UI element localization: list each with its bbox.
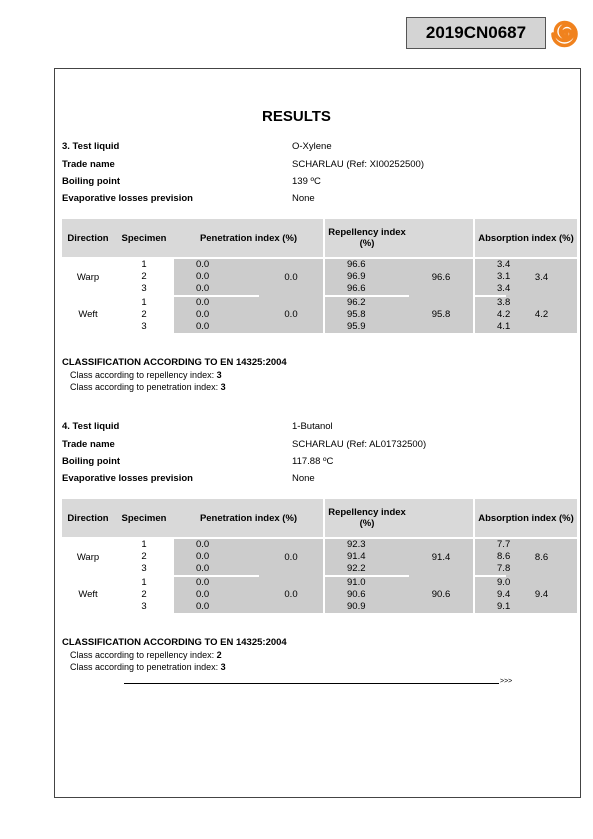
header-repellency-spacer	[409, 499, 474, 538]
header-specimen: Specimen	[114, 219, 174, 258]
trade-name-label: Trade name	[62, 439, 115, 450]
absorption-cell: 3.1	[474, 271, 506, 283]
direction-cell: Weft	[62, 296, 114, 333]
repellency-average-cell: 96.6	[409, 258, 474, 296]
penetration-cell: 0.0	[174, 576, 259, 589]
trade-name-label: Trade name	[62, 159, 115, 170]
orange-spiral-logo-icon	[548, 17, 582, 51]
header-penetration-index: Penetration index (%)	[174, 219, 324, 258]
absorption-cell: 7.8	[474, 563, 506, 576]
table-row	[62, 538, 577, 551]
table-row	[62, 576, 577, 589]
header-direction: Direction	[62, 499, 114, 538]
header-penetration-index: Penetration index (%)	[174, 499, 324, 538]
results-table-o-xylene	[62, 219, 577, 333]
penetration-average-cell: 0.0	[259, 538, 324, 576]
absorption-average-cell: 9.4	[506, 576, 577, 613]
boiling-point-label: Boiling point	[62, 176, 121, 187]
boiling-point-value: 139 ºC	[292, 176, 321, 187]
repellency-class-value: 3	[216, 370, 222, 380]
direction-cell: Weft	[62, 576, 114, 613]
absorption-average-cell: 4.2	[506, 296, 577, 333]
repellency-cell: 91.0	[324, 576, 409, 589]
repellency-class-value: 2	[216, 650, 222, 660]
penetration-class-label: Class according to penetration index:	[70, 382, 219, 392]
specimen-cell: 1	[114, 576, 174, 589]
repellency-cell: 96.9	[324, 271, 409, 283]
repellency-cell: 90.9	[324, 601, 409, 613]
penetration-average-cell: 0.0	[259, 296, 324, 333]
penetration-cell: 0.0	[174, 538, 259, 551]
specimen-cell: 1	[114, 258, 174, 271]
penetration-cell: 0.0	[174, 283, 259, 296]
repellency-class-label: Class according to repellency index:	[70, 370, 215, 380]
trade-name-value: SCHARLAU (Ref: XI00252500)	[292, 159, 425, 170]
absorption-cell: 9.4	[474, 589, 506, 601]
header-repellency-index: Repellency index (%)	[324, 219, 409, 258]
absorption-average-cell: 8.6	[506, 538, 577, 576]
evaporative-losses-label: Evaporative losses prevision	[62, 193, 193, 204]
penetration-cell: 0.0	[174, 309, 259, 321]
evaporative-losses-label: Evaporative losses prevision	[62, 473, 193, 484]
classification-heading: CLASSIFICATION ACCORDING TO EN 14325:2004	[62, 357, 287, 368]
penetration-cell: 0.0	[174, 271, 259, 283]
continuation-line	[124, 683, 499, 684]
evaporative-losses-value: None	[292, 473, 315, 484]
header-absorption-index: Absorption index (%)	[474, 219, 577, 258]
absorption-cell: 3.4	[474, 258, 506, 271]
absorption-cell: 3.8	[474, 296, 506, 309]
repellency-cell: 92.2	[324, 563, 409, 576]
specimen-cell: 2	[114, 271, 174, 283]
header-repellency-spacer	[409, 219, 474, 258]
test-liquid-label: 4. Test liquid	[62, 421, 120, 432]
document-id-box: 2019CN0687	[406, 17, 546, 49]
penetration-cell: 0.0	[174, 589, 259, 601]
specimen-cell: 1	[114, 296, 174, 309]
classification-heading: CLASSIFICATION ACCORDING TO EN 14325:2004	[62, 637, 287, 648]
absorption-cell: 4.1	[474, 321, 506, 333]
direction-cell: Warp	[62, 538, 114, 576]
absorption-cell: 9.0	[474, 576, 506, 589]
repellency-cell: 96.6	[324, 258, 409, 271]
specimen-cell: 2	[114, 551, 174, 563]
test-liquid-value: 1-Butanol	[292, 421, 333, 432]
test-liquid-value: O-Xylene	[292, 141, 332, 152]
specimen-cell: 1	[114, 538, 174, 551]
repellency-cell: 95.8	[324, 309, 409, 321]
repellency-cell: 96.2	[324, 296, 409, 309]
repellency-cell: 96.6	[324, 283, 409, 296]
boiling-point-label: Boiling point	[62, 456, 121, 467]
repellency-average-cell: 90.6	[409, 576, 474, 613]
absorption-cell: 4.2	[474, 309, 506, 321]
test-liquid-label: 3. Test liquid	[62, 141, 120, 152]
repellency-cell: 91.4	[324, 551, 409, 563]
penetration-average-cell: 0.0	[259, 576, 324, 613]
penetration-average-cell: 0.0	[259, 258, 324, 296]
absorption-cell: 3.4	[474, 283, 506, 296]
header-direction: Direction	[62, 219, 114, 258]
specimen-cell: 3	[114, 563, 174, 576]
direction-cell: Warp	[62, 258, 114, 296]
penetration-cell: 0.0	[174, 296, 259, 309]
repellency-class-line	[70, 650, 222, 660]
boiling-point-value: 117.88 ºC	[292, 456, 334, 467]
table-row	[62, 258, 577, 271]
penetration-cell: 0.0	[174, 601, 259, 613]
repellency-average-cell: 91.4	[409, 538, 474, 576]
header-repellency-index: Repellency index (%)	[324, 499, 409, 538]
penetration-class-value: 3	[220, 662, 226, 672]
penetration-cell: 0.0	[174, 321, 259, 333]
repellency-class-label: Class according to repellency index:	[70, 650, 215, 660]
absorption-average-cell: 3.4	[506, 258, 577, 296]
specimen-cell: 2	[114, 309, 174, 321]
trade-name-value: SCHARLAU (Ref: AL01732500)	[292, 439, 427, 450]
penetration-cell: 0.0	[174, 563, 259, 576]
page-title: RESULTS	[262, 108, 331, 125]
specimen-cell: 3	[114, 321, 174, 333]
specimen-cell: 3	[114, 283, 174, 296]
absorption-cell: 8.6	[474, 551, 506, 563]
penetration-cell: 0.0	[174, 258, 259, 271]
specimen-cell: 3	[114, 601, 174, 613]
penetration-class-value: 3	[220, 382, 226, 392]
penetration-class-line	[70, 662, 226, 672]
evaporative-losses-value: None	[292, 193, 315, 204]
penetration-class-line	[70, 382, 226, 392]
table-row	[62, 296, 577, 309]
header-absorption-index: Absorption index (%)	[474, 499, 577, 538]
repellency-cell: 95.9	[324, 321, 409, 333]
header-specimen: Specimen	[114, 499, 174, 538]
repellency-average-cell: 95.8	[409, 296, 474, 333]
penetration-cell: 0.0	[174, 551, 259, 563]
penetration-class-label: Class according to penetration index:	[70, 662, 219, 672]
continuation-marker: >>>	[500, 678, 513, 685]
repellency-class-line	[70, 370, 222, 380]
absorption-cell: 7.7	[474, 538, 506, 551]
repellency-cell: 92.3	[324, 538, 409, 551]
absorption-cell: 9.1	[474, 601, 506, 613]
results-table-1-butanol	[62, 499, 577, 613]
specimen-cell: 2	[114, 589, 174, 601]
repellency-cell: 90.6	[324, 589, 409, 601]
